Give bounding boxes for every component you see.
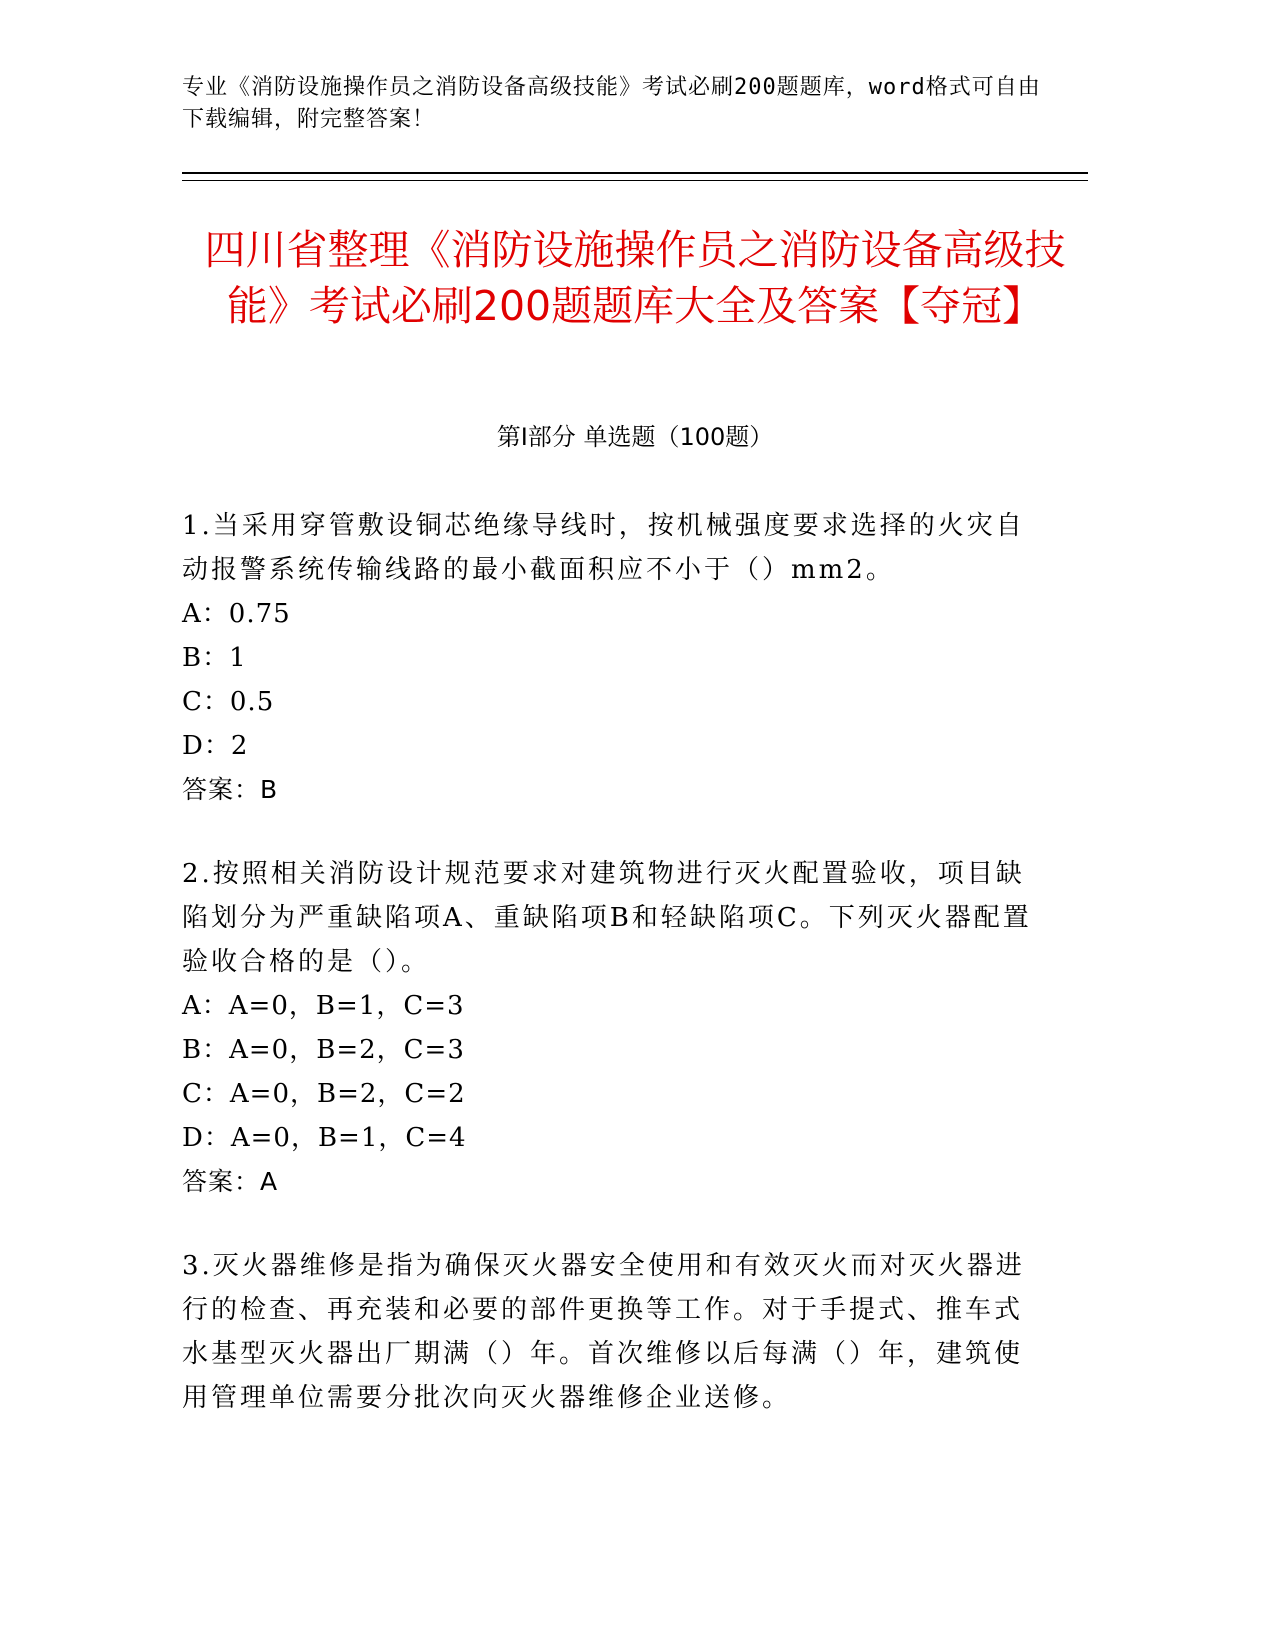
option-a: A：0.75: [182, 599, 291, 629]
question-stem: 3.灭火器维修是指为确保灭火器安全使用和有效灭火而对灭火器进行的检查、再充装和必要的部件更换等工作。对于手提式、推车式水基型灭火器出厂期满（）年。首次维修以后每满（）年，建筑使用管理单位需要分批次向灭火器维修企业送修。: [182, 1251, 1025, 1413]
header-divider-thin: [182, 180, 1088, 181]
section-heading: 第I部分 单选题（100题）: [496, 423, 774, 451]
answer-line: 答案：B: [182, 775, 279, 804]
option-d: D：A=0，B=1，C=4: [182, 1123, 467, 1153]
option-b: B：A=0，B=2，C=3: [182, 1035, 465, 1065]
option-c: C：0.5: [182, 687, 275, 717]
question-3: [182, 1244, 1042, 1420]
option-c: C：A=0，B=2，C=2: [182, 1079, 466, 1109]
header-note: 专业《消防设施操作员之消防设备高级技能》考试必刷200题题库，word格式可自由下载编辑，附完整答案！: [182, 75, 1041, 132]
option-d: D：2: [182, 731, 249, 761]
option-b: B：1: [182, 643, 247, 673]
question-stem: 1.当采用穿管敷设铜芯绝缘导线时，按机械强度要求选择的火灾自动报警系统传输线路的最小截面积应不小于（）mm2。: [182, 511, 1025, 585]
answer-line: 答案：A: [182, 1167, 279, 1196]
question-1: [182, 504, 1042, 812]
option-a: A：A=0，B=1，C=3: [182, 991, 465, 1021]
question-2: [182, 852, 1042, 1204]
question-stem: 2.按照相关消防设计规范要求对建筑物进行灭火配置验收，项目缺陷划分为严重缺陷项A、重缺陷项B和轻缺陷项C。下列灭火器配置验收合格的是（）。: [182, 859, 1032, 977]
header-divider-thick: [182, 172, 1088, 174]
document-title: 四川省整理《消防设施操作员之消防设备高级技能》考试必刷200题题库大全及答案【夺冠】: [204, 226, 1066, 330]
